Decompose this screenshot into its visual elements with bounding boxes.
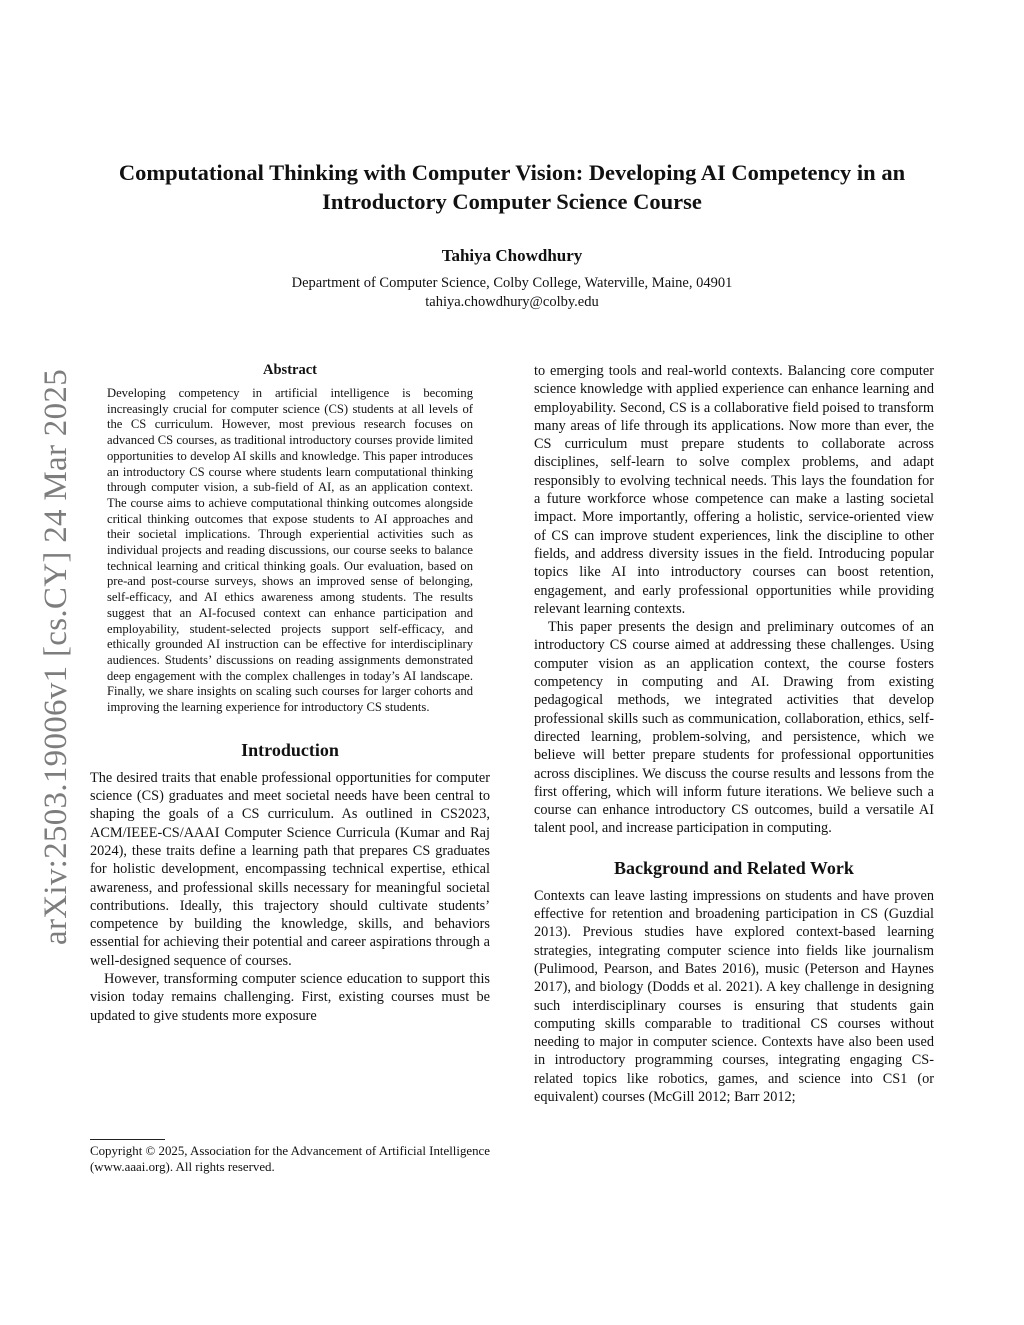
background-heading: Background and Related Work	[614, 857, 854, 878]
paper-title	[80, 158, 944, 216]
abstract-section	[90, 362, 490, 716]
title-line-1: Computational Thinking with Computer Vision: Developing AI Competency in an	[118, 160, 906, 185]
abstract-text: Developing competency in artificial intelligence is becoming increasingly crucial for computer science (CS) students at all levels of the CS curriculum. However, most previous research focuses on advanced CS courses, as traditional introductory courses provide limited opportunities to develop AI skills and knowledge. This paper introduces an introductory CS course where students learn computational thinking through computer vision, a sub-field of AI, as an application context. The course aims to achieve computational thinking outcomes alongside critical thinking outcomes that expose students to AI approaches and their societal implications. Through experiential activities such as individual projects and reading discussions, our course seeks to balance technical learning and critical thinking goals. Our evaluation, based on pre-and post-course surveys, shows an improved sense of belonging, self-efficacy, and AI ethics awareness among students. The results suggest that an AI-focused context can enhance participation and employability, student-selected projects support self-efficacy, and ethically grounded AI instruction can be effective for interdisciplinary audiences. Students’ discussions on reading assignments demonstrated deep engagement with the complex challenges in today’s AI landscape. Finally, we share insights on scaling such courses for larger cohorts and improving the learning experience for introductory CS students.	[107, 386, 473, 715]
background-paragraph-1: Contexts can leave lasting impressions on students and have proven effective for retention and broadening participation in CS (Guzdial 2013). Previous studies have explored context-based learning strategies, integrating computer science into fields like journalism (Pulimood, Pearson, and Bates 2016), music (Peterson and Haynes 2017), and biology (Dodds et al. 2021). A key challenge in designing such interdisciplinary courses is ensuring that students gain computing skills comparable to traditional CS courses without needing to major in computer science. Contexts have also been used in introductory programming courses, integrating engaging CS-related topics like robotics, games, and science into CS1 (or equivalent) courses (McGill 2012; Barr 2012;	[534, 887, 934, 1105]
introduction-paragraph-continued: to emerging tools and real-world contexts. Balancing core computer science knowledge with applied experience can enhance learning and employability. Second, CS is a collaborative field poised to transform many areas of life through its applications. Now more than ever, the CS curriculum must prepare students to collaborate across disciplines, self-learn to solve complex problems, and adapt responsibly to evolving technical needs. This lays the foundation for a future workforce whose competence can make a lasting societal impact. More importantly, offering a holistic, service-oriented view of CS can improve student experiences, link the discipline to other fields, and address diversity issues in the field. Introducing popular topics like AI into introductory courses can boost retention, engagement, and early professional opportunities while providing relevant learning contexts.	[534, 363, 934, 617]
footnote-divider	[90, 1139, 165, 1140]
introduction-paragraph-paper-overview: This paper presents the design and preliminary outcomes of an introductory CS course aimed at addressing these challenges. Using computer vision as an application context, the course fosters competency in computing and AI. Drawing from existing pedagogical methods, we integrated activities that develop professional skills such as communication, collaboration, ethics, self-directed learning, problem-solving, and persistence, which we believe will better prepare students for professional opportunities across disciplines. We discuss the course results and lessons from the first offering, which will inform future iterations. We believe such a course can enhance introductory CS outcomes, build a versatile AI talent pool, and increase participation in computing.	[534, 619, 934, 837]
introduction-heading: Introduction	[241, 739, 339, 760]
paper-header	[80, 158, 944, 312]
left-column	[90, 362, 490, 1025]
copyright-footnote	[90, 1139, 490, 1175]
title-line-2: Introductory Computer Science Course	[322, 189, 702, 214]
arxiv-identifier-stamp: arXiv:2503.19006v1 [cs.CY] 24 Mar 2025	[38, 369, 74, 945]
introduction-paragraph-2: However, transforming computer science education to support this vision today remains challenging. First, existing courses must be updated to give students more exposure	[90, 971, 490, 1024]
author-email: tahiya.chowdhury@colby.edu	[425, 294, 599, 310]
affiliation-text: Department of Computer Science, Colby College, Waterville, Maine, 04901	[291, 275, 733, 291]
introduction-section	[90, 740, 490, 1025]
author-name: Tahiya Chowdhury	[441, 246, 583, 265]
introduction-paragraph-1: The desired traits that enable professional opportunities for computer science (CS) graduates and meet societal needs have been central to shaping the goals of a CS curriculum. As outlined in CS2023, ACM/IEEE-CS/AAAI Computer Science Curricula (Kumar and Raj 2024), these traits define a learning path that prepares CS graduates for holistic development, encompassing technical expertise, ethical awareness, and professional skills necessary for meaningful societal contributions. Ideally, this trajectory should cultivate students’ competence by building the knowledge, skills, and behaviors essential for achieving their potential and career aspirations through a well-designed sequence of courses.	[90, 769, 490, 969]
right-column	[534, 362, 934, 1106]
footnote-text: Copyright © 2025, Association for the Advancement of Artificial Intelligence (www.aaai.org). All rights reserved.	[90, 1144, 490, 1174]
author-affiliation	[80, 274, 944, 312]
abstract-heading: Abstract	[263, 362, 317, 378]
